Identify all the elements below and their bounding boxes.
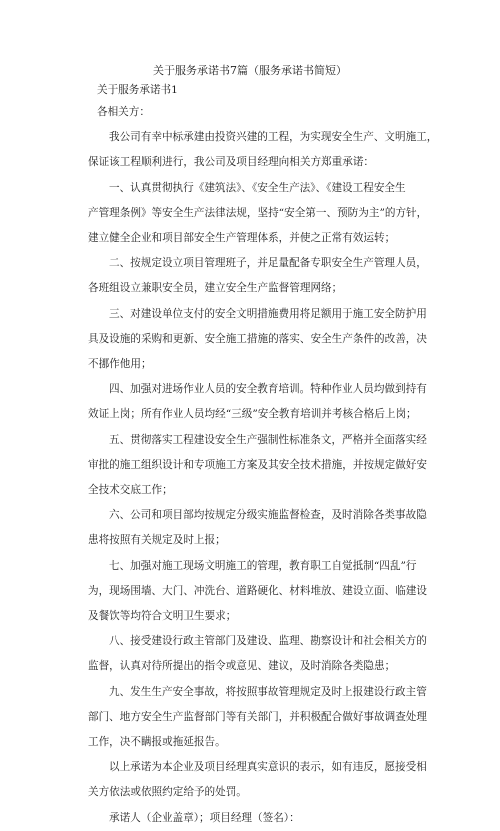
paragraph-line: 七、加强对施工现场文明施工的管理，教育职工自觉抵制“四乱”行 <box>109 559 417 572</box>
paragraph-line: 二、按规定设立项目管理班子，并足量配备专职安全生产管理人员， <box>109 257 427 270</box>
paragraph-line: 审批的施工组织设计和专项施工方案及其安全技术措施，并按规定做好安 <box>88 458 427 471</box>
paragraph-line: 患将按照有关规定及时上报； <box>88 534 226 547</box>
greeting: 各相关方： <box>97 106 150 118</box>
paragraph-line: 建立健全企业和项目部安全生产管理体系，并使之正常有效运转； <box>88 232 396 245</box>
document-body <box>88 78 438 831</box>
signature-line: 承诺人（企业盖章）；项目经理（签名）： <box>109 811 300 824</box>
paragraph-line: 六、公司和项目部均按规定分级实施监督检查，及时消除各类事故隐 <box>109 509 427 522</box>
paragraph-line: 保证该工程顺利进行，我公司及项目经理向相关方郑重承诺： <box>88 156 375 169</box>
paragraph-line: 不挪作他用； <box>88 358 152 371</box>
paragraph-line: 为，现场围墙、大门、冲洗台、道路硬化、材料堆放、建设立面、临建设 <box>88 584 427 597</box>
document-title: 关于服务承诺书7篇（服务承诺书简短） <box>153 64 347 77</box>
paragraph-line: 以上承诺为本企业及项目经理真实意识的表示，如有违反，愿接受相 <box>109 761 427 774</box>
paragraph-line: 八、接受建设行政主管部门及建设、监理、勘察设计和社会相关方的 <box>109 635 427 648</box>
paragraph-line: 九、发生生产安全事故，将按照事故管理规定及时上报建设行政主管 <box>109 685 427 698</box>
paragraph-line: 我公司有幸中标承建由投资兴建的工程，为实现安全生产、文明施工， <box>109 131 438 144</box>
paragraph-line: 四、加强对进场作业人员的安全教育培训。特种作业人员均做到持有 <box>109 383 427 396</box>
document-subtitle: 关于服务承诺书1 <box>97 84 178 96</box>
paragraph-line: 三、对建设单位支付的安全文明措施费用将足额用于施工安全防护用 <box>109 307 427 320</box>
paragraph-line: 监督，认真对待所提出的指令或意见、建议，及时消除各类隐患； <box>88 660 396 673</box>
paragraph-line: 产管理条例》等安全生产法律法规，坚持“安全第一、预防为主”的方针， <box>88 206 428 219</box>
paragraph-line: 部门、地方安全生产监督部门等有关部门，并积极配合做好事故调查处理 <box>88 710 427 723</box>
paragraph-line: 五、贯彻落实工程建设安全生产强制性标准条文，严格并全面落实经 <box>109 433 427 446</box>
paragraph-line: 及餐饮等均符合文明卫生要求； <box>88 610 237 623</box>
paragraph-line: 全技术交底工作； <box>88 484 173 497</box>
paragraph-line: 工作，决不瞒报或拖延报告。 <box>88 736 226 749</box>
paragraph-line: 具及设施的采购和更新、安全施工措施的落实、安全生产条件的改善，决 <box>88 332 427 345</box>
paragraph-line: 关方依法或依照约定给予的处罚。 <box>88 786 247 799</box>
paragraph-line: 各班组设立兼职安全员，建立安全生产监督管理网络； <box>88 282 343 295</box>
paragraph-line: 效证上岗；所有作业人员均经“三级”安全教育培训并考核合格后上岗； <box>88 408 417 421</box>
paragraph-line: 一、认真贯彻执行《建筑法》、《安全生产法》、《建设工程安全生 <box>109 181 406 194</box>
